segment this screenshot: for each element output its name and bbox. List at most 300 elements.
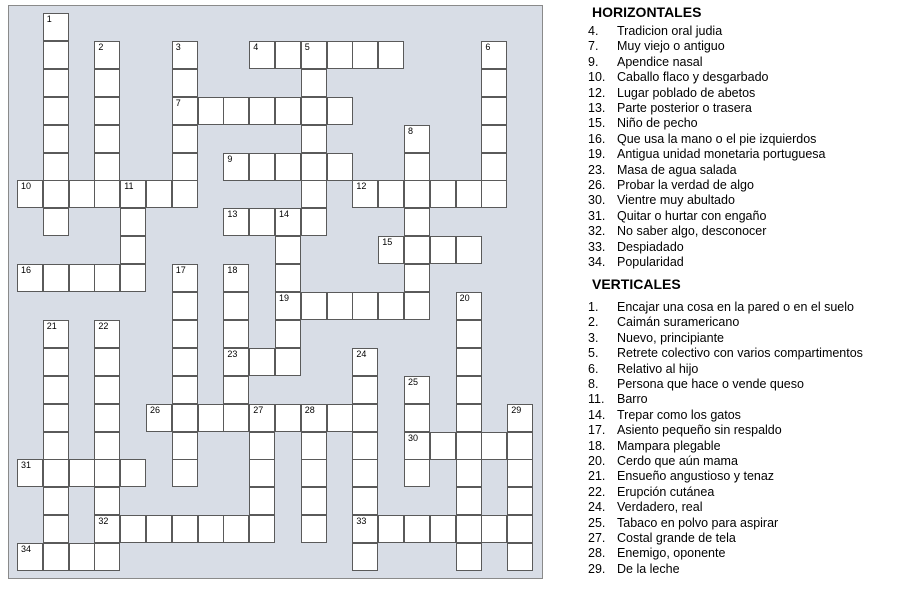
clue-text: Cerdo que aún mama: [617, 454, 738, 468]
grid-cell[interactable]: [17, 459, 43, 487]
grid-cell[interactable]: [94, 348, 120, 376]
grid-cell[interactable]: [120, 515, 146, 543]
grid-cell[interactable]: [172, 376, 198, 404]
grid-cell[interactable]: [456, 348, 482, 376]
clue-item: [588, 132, 816, 147]
grid-cell[interactable]: [301, 404, 327, 432]
clue-number: 3.: [588, 330, 599, 345]
clue-item: [588, 485, 714, 500]
grid-cell[interactable]: [481, 515, 507, 543]
clue-number: 17.: [588, 423, 606, 438]
cell-number: 2: [98, 41, 104, 52]
grid-cell[interactable]: [404, 264, 430, 292]
clue-item: [588, 209, 766, 224]
clue-text: Que usa la mano o el pie izquierdos: [617, 131, 817, 146]
grid-cell[interactable]: [275, 41, 301, 69]
grid-cell[interactable]: [430, 515, 456, 543]
grid-cell[interactable]: [69, 459, 95, 487]
grid-cell[interactable]: [223, 348, 249, 376]
grid-cell[interactable]: [43, 97, 69, 125]
clue-item: [588, 516, 778, 531]
grid-cell[interactable]: [94, 97, 120, 125]
grid-cell[interactable]: [352, 432, 378, 460]
grid-cell[interactable]: [43, 404, 69, 432]
grid-cell[interactable]: [120, 236, 146, 264]
cell-number: 21: [46, 320, 57, 331]
grid-cell[interactable]: [327, 404, 353, 432]
grid-cell[interactable]: [172, 97, 198, 125]
grid-cell[interactable]: [223, 376, 249, 404]
clue-number: 16.: [588, 131, 606, 146]
clue-number: 27.: [588, 531, 606, 545]
cell-number: 29: [511, 404, 522, 415]
clue-text: Quitar o hurtar con engaño: [617, 208, 767, 223]
clue-text: Erupción cutánea: [617, 484, 715, 499]
clue-number: 23.: [588, 162, 606, 177]
grid-cell[interactable]: [172, 320, 198, 348]
clue-item: [588, 24, 722, 39]
grid-cell[interactable]: [249, 404, 275, 432]
clue-item: [588, 500, 702, 515]
grid-cell[interactable]: [378, 515, 404, 543]
grid-cell[interactable]: [301, 97, 327, 125]
clue-text: Caballo flaco y desgarbado: [617, 70, 769, 85]
cell-number: 33: [356, 516, 367, 527]
grid-cell[interactable]: [43, 125, 69, 153]
grid-cell[interactable]: [223, 208, 249, 236]
grid-cell[interactable]: [43, 432, 69, 460]
grid-cell[interactable]: [249, 97, 275, 125]
cell-number: 5: [304, 41, 310, 52]
grid-cell[interactable]: [352, 348, 378, 376]
clue-item: [588, 163, 737, 178]
grid-cell[interactable]: [43, 69, 69, 97]
grid-cell[interactable]: [43, 459, 69, 487]
cell-number: 1: [46, 14, 52, 24]
grid-cell[interactable]: [43, 376, 69, 404]
grid-cell[interactable]: [430, 236, 456, 264]
grid-cell[interactable]: [43, 13, 69, 41]
clue-item: [588, 178, 754, 193]
clue-number: 21.: [588, 469, 606, 484]
grid-cell[interactable]: [352, 292, 378, 320]
grid-cell[interactable]: [17, 543, 43, 571]
clue-item: [588, 240, 684, 255]
cell-number: 4: [253, 41, 259, 52]
clue-text: Apendice nasal: [617, 54, 703, 69]
clue-number: 20.: [588, 454, 606, 468]
cell-number: 13: [227, 209, 238, 220]
clue-number: 19.: [588, 147, 606, 162]
grid-cell[interactable]: [223, 97, 249, 125]
grid-cell[interactable]: [43, 41, 69, 69]
grid-cell[interactable]: [94, 69, 120, 97]
grid-cell[interactable]: [404, 180, 430, 208]
grid-cell[interactable]: [94, 487, 120, 515]
cell-number: 25: [408, 376, 419, 387]
clue-item: [588, 101, 752, 116]
grid-cell[interactable]: [275, 404, 301, 432]
grid-cell[interactable]: [249, 432, 275, 460]
clue-number: 25.: [588, 515, 606, 530]
clue-text: Caimán suramericano: [617, 315, 740, 330]
clue-text: Nuevo, principiante: [617, 330, 725, 345]
clue-text: Ensueño angustioso y tenaz: [617, 469, 775, 484]
clue-item: [588, 315, 739, 330]
grid-cell[interactable]: [275, 236, 301, 264]
horizontal-heading: HORIZONTALES: [592, 4, 702, 20]
clue-number: 14.: [588, 407, 606, 422]
grid-cell[interactable]: [352, 487, 378, 515]
grid-cell[interactable]: [456, 459, 482, 487]
cell-number: 6: [485, 41, 491, 52]
grid-cell[interactable]: [456, 432, 482, 460]
clue-text: Trepar como los gatos: [617, 407, 741, 422]
grid-cell[interactable]: [223, 264, 249, 292]
grid-cell[interactable]: [94, 153, 120, 181]
clue-text: Persona que hace o vende queso: [617, 377, 804, 391]
clue-number: 4.: [588, 24, 599, 38]
grid-cell[interactable]: [301, 292, 327, 320]
grid-cell[interactable]: [249, 459, 275, 487]
clue-item: [588, 116, 698, 131]
grid-cell[interactable]: [327, 41, 353, 69]
clue-text: Niño de pecho: [617, 116, 698, 131]
clue-number: 26.: [588, 178, 606, 192]
grid-cell[interactable]: [481, 41, 507, 69]
grid-cell[interactable]: [456, 180, 482, 208]
grid-cell[interactable]: [404, 515, 430, 543]
clue-text: Lugar poblado de abetos: [617, 85, 756, 100]
grid-cell[interactable]: [275, 320, 301, 348]
grid-cell[interactable]: [456, 404, 482, 432]
grid-cell[interactable]: [43, 180, 69, 208]
grid-cell[interactable]: [249, 487, 275, 515]
grid-cell[interactable]: [172, 348, 198, 376]
clue-text: Popularidad: [617, 255, 684, 269]
grid-cell[interactable]: [43, 264, 69, 292]
cell-number: 19: [279, 293, 290, 303]
clue-number: 18.: [588, 438, 606, 453]
clue-text: Enemigo, oponente: [617, 546, 726, 561]
clue-text: Vientre muy abultado: [617, 193, 735, 208]
grid-cell[interactable]: [378, 236, 404, 264]
grid-cell[interactable]: [275, 97, 301, 125]
grid-cell[interactable]: [94, 125, 120, 153]
clue-number: 9.: [588, 54, 599, 69]
cell-number: 9: [227, 153, 233, 164]
grid-cell[interactable]: [249, 348, 275, 376]
grid-cell[interactable]: [301, 69, 327, 97]
grid-cell[interactable]: [43, 320, 69, 348]
cell-number: 11: [124, 181, 134, 192]
grid-cell[interactable]: [404, 404, 430, 432]
clue-text: Retrete colectivo con varios compartimentos: [617, 346, 863, 361]
grid-cell[interactable]: [507, 404, 533, 432]
grid-cell[interactable]: [249, 41, 275, 69]
grid-cell[interactable]: [17, 180, 43, 208]
grid-cell[interactable]: [146, 404, 172, 432]
grid-cell[interactable]: [275, 153, 301, 181]
grid-cell[interactable]: [94, 320, 120, 348]
clue-item: [588, 392, 648, 407]
vertical-heading: VERTICALES: [592, 276, 681, 292]
grid-cell[interactable]: [120, 264, 146, 292]
clue-text: Barro: [617, 392, 648, 407]
grid-cell[interactable]: [481, 180, 507, 208]
clue-item: [588, 377, 804, 392]
clue-text: Encajar una cosa en la pared o en el suelo: [617, 300, 854, 314]
grid-cell[interactable]: [94, 459, 120, 487]
cell-number: 26: [150, 404, 161, 415]
clue-item: [588, 439, 721, 454]
grid-cell[interactable]: [198, 515, 224, 543]
grid-cell[interactable]: [507, 543, 533, 571]
cell-number: 32: [98, 516, 109, 527]
grid-cell[interactable]: [507, 459, 533, 487]
clue-text: Parte posterior o trasera: [617, 101, 752, 115]
grid-cell[interactable]: [430, 432, 456, 460]
clue-item: [588, 300, 854, 315]
cell-number: 3: [175, 41, 181, 52]
grid-cell[interactable]: [172, 69, 198, 97]
grid-cell[interactable]: [17, 264, 43, 292]
grid-cell[interactable]: [481, 69, 507, 97]
grid-cell[interactable]: [172, 264, 198, 292]
grid-cell[interactable]: [301, 153, 327, 181]
grid-cell[interactable]: [94, 432, 120, 460]
grid-cell[interactable]: [198, 97, 224, 125]
grid-cell[interactable]: [301, 41, 327, 69]
clue-item: [588, 193, 735, 208]
clue-text: Masa de agua salada: [617, 162, 737, 177]
grid-cell[interactable]: [94, 404, 120, 432]
grid-cell[interactable]: [223, 153, 249, 181]
grid-cell[interactable]: [43, 208, 69, 236]
grid-cell[interactable]: [352, 404, 378, 432]
grid-cell[interactable]: [94, 543, 120, 571]
cell-number: 28: [304, 404, 315, 415]
grid-cell[interactable]: [301, 432, 327, 460]
cell-number: 31: [21, 460, 32, 471]
grid-cell[interactable]: [456, 487, 482, 515]
grid-cell[interactable]: [456, 543, 482, 571]
grid-cell[interactable]: [481, 125, 507, 153]
clue-number: 28.: [588, 546, 606, 561]
grid-cell[interactable]: [120, 180, 146, 208]
clue-text: Probar la verdad de algo: [617, 178, 754, 192]
clue-text: Despiadado: [617, 239, 684, 254]
clue-number: 22.: [588, 484, 606, 499]
clue-text: Mampara plegable: [617, 438, 721, 453]
grid-cell[interactable]: [275, 208, 301, 236]
clue-number: 13.: [588, 101, 606, 115]
grid-cell[interactable]: [120, 459, 146, 487]
cell-number: 12: [356, 181, 367, 192]
cell-number: 30: [408, 432, 419, 443]
grid-cell[interactable]: [94, 41, 120, 69]
clue-text: Muy viejo o antiguo: [617, 39, 725, 54]
cell-number: 15: [382, 237, 393, 248]
cell-number: 24: [356, 348, 367, 359]
grid-cell[interactable]: [352, 459, 378, 487]
grid-cell[interactable]: [404, 432, 430, 460]
clue-number: 2.: [588, 315, 599, 330]
grid-cell[interactable]: [301, 459, 327, 487]
grid-cell[interactable]: [404, 376, 430, 404]
clue-number: 33.: [588, 239, 606, 254]
grid-cell[interactable]: [404, 125, 430, 153]
clue-text: No saber algo, desconocer: [617, 224, 767, 239]
clue-item: [588, 55, 702, 70]
grid-cell[interactable]: [43, 543, 69, 571]
grid-cell[interactable]: [172, 153, 198, 181]
clue-number: 34.: [588, 255, 606, 269]
grid-cell[interactable]: [146, 180, 172, 208]
grid-cell[interactable]: [327, 153, 353, 181]
grid-cell[interactable]: [481, 97, 507, 125]
grid-cell[interactable]: [275, 264, 301, 292]
cell-number: 20: [459, 293, 470, 303]
cell-number: 27: [253, 404, 264, 415]
grid-cell[interactable]: [69, 543, 95, 571]
grid-cell[interactable]: [94, 264, 120, 292]
grid-cell[interactable]: [456, 292, 482, 320]
grid-cell[interactable]: [507, 487, 533, 515]
clue-text: Antigua unidad monetaria portuguesa: [617, 147, 826, 162]
grid-cell[interactable]: [378, 41, 404, 69]
grid-cell[interactable]: [223, 404, 249, 432]
clue-text: De la leche: [617, 561, 680, 576]
grid-cell[interactable]: [275, 292, 301, 320]
grid-cell[interactable]: [404, 236, 430, 264]
clue-text: Asiento pequeño sin respaldo: [617, 423, 782, 438]
grid-cell[interactable]: [223, 320, 249, 348]
grid-cell[interactable]: [481, 432, 507, 460]
grid-cell[interactable]: [352, 41, 378, 69]
grid-cell[interactable]: [69, 180, 95, 208]
grid-cell[interactable]: [43, 515, 69, 543]
grid-cell[interactable]: [146, 515, 172, 543]
clue-number: 15.: [588, 116, 606, 131]
grid-cell[interactable]: [69, 264, 95, 292]
grid-cell[interactable]: [404, 208, 430, 236]
clue-item: [588, 224, 766, 239]
grid-cell[interactable]: [249, 153, 275, 181]
clue-number: 1.: [588, 300, 599, 314]
clue-text: Verdadero, real: [617, 500, 703, 515]
clue-item: [588, 39, 725, 54]
cell-number: 17: [175, 265, 186, 276]
clue-item: [588, 546, 725, 561]
cell-number: 22: [98, 320, 109, 331]
grid-cell[interactable]: [378, 292, 404, 320]
grid-cell[interactable]: [94, 180, 120, 208]
clue-item: [588, 469, 774, 484]
grid-cell[interactable]: [172, 432, 198, 460]
cell-number: 10: [21, 181, 32, 192]
clue-number: 5.: [588, 346, 599, 361]
grid-cell[interactable]: [275, 348, 301, 376]
grid-cell[interactable]: [327, 97, 353, 125]
grid-cell[interactable]: [172, 459, 198, 487]
clue-item: [588, 423, 782, 438]
grid-cell[interactable]: [249, 208, 275, 236]
grid-cell[interactable]: [404, 459, 430, 487]
grid-cell[interactable]: [507, 432, 533, 460]
grid-cell[interactable]: [456, 320, 482, 348]
crossword-grid: [8, 5, 543, 579]
grid-cell[interactable]: [456, 515, 482, 543]
grid-cell[interactable]: [223, 292, 249, 320]
cell-number: 14: [279, 209, 290, 220]
grid-cell[interactable]: [43, 487, 69, 515]
grid-cell[interactable]: [249, 515, 275, 543]
grid-cell[interactable]: [301, 180, 327, 208]
grid-cell[interactable]: [172, 41, 198, 69]
clue-item: [588, 86, 755, 101]
grid-cell[interactable]: [223, 515, 249, 543]
grid-cell[interactable]: [301, 515, 327, 543]
grid-cell[interactable]: [430, 180, 456, 208]
grid-cell[interactable]: [481, 153, 507, 181]
grid-cell[interactable]: [404, 292, 430, 320]
cell-number: 8: [408, 125, 414, 136]
grid-cell[interactable]: [43, 348, 69, 376]
grid-cell[interactable]: [352, 543, 378, 571]
cell-number: 16: [21, 265, 32, 276]
grid-cell[interactable]: [352, 376, 378, 404]
grid-cell[interactable]: [172, 515, 198, 543]
grid-cell[interactable]: [507, 515, 533, 543]
grid-cell[interactable]: [120, 208, 146, 236]
grid-cell[interactable]: [456, 236, 482, 264]
grid-cell[interactable]: [172, 180, 198, 208]
grid-cell[interactable]: [301, 487, 327, 515]
clue-text: Tradicion oral judia: [617, 24, 723, 38]
grid-cell[interactable]: [172, 125, 198, 153]
grid-cell[interactable]: [172, 404, 198, 432]
grid-cell[interactable]: [198, 404, 224, 432]
clue-number: 11.: [588, 392, 605, 407]
clue-item: [588, 531, 736, 546]
grid-cell[interactable]: [456, 376, 482, 404]
grid-cell[interactable]: [301, 125, 327, 153]
clue-number: 8.: [588, 377, 599, 391]
grid-cell[interactable]: [352, 180, 378, 208]
grid-cell[interactable]: [43, 153, 69, 181]
grid-cell[interactable]: [378, 180, 404, 208]
grid-cell[interactable]: [404, 153, 430, 181]
clue-item: [588, 454, 738, 469]
grid-cell[interactable]: [94, 376, 120, 404]
cell-number: 18: [227, 265, 238, 276]
grid-cell[interactable]: [327, 292, 353, 320]
grid-cell[interactable]: [301, 208, 327, 236]
clue-number: 6.: [588, 361, 599, 376]
grid-cell[interactable]: [94, 515, 120, 543]
clue-number: 10.: [588, 70, 606, 85]
cell-number: 7: [175, 97, 181, 108]
grid-cell[interactable]: [352, 515, 378, 543]
clue-number: 7.: [588, 39, 599, 54]
clue-item: [588, 331, 724, 346]
clue-number: 29.: [588, 561, 606, 576]
cell-number: 34: [21, 544, 32, 555]
clue-item: [588, 70, 769, 85]
clue-text: Costal grande de tela: [617, 531, 736, 545]
grid-cell[interactable]: [172, 292, 198, 320]
